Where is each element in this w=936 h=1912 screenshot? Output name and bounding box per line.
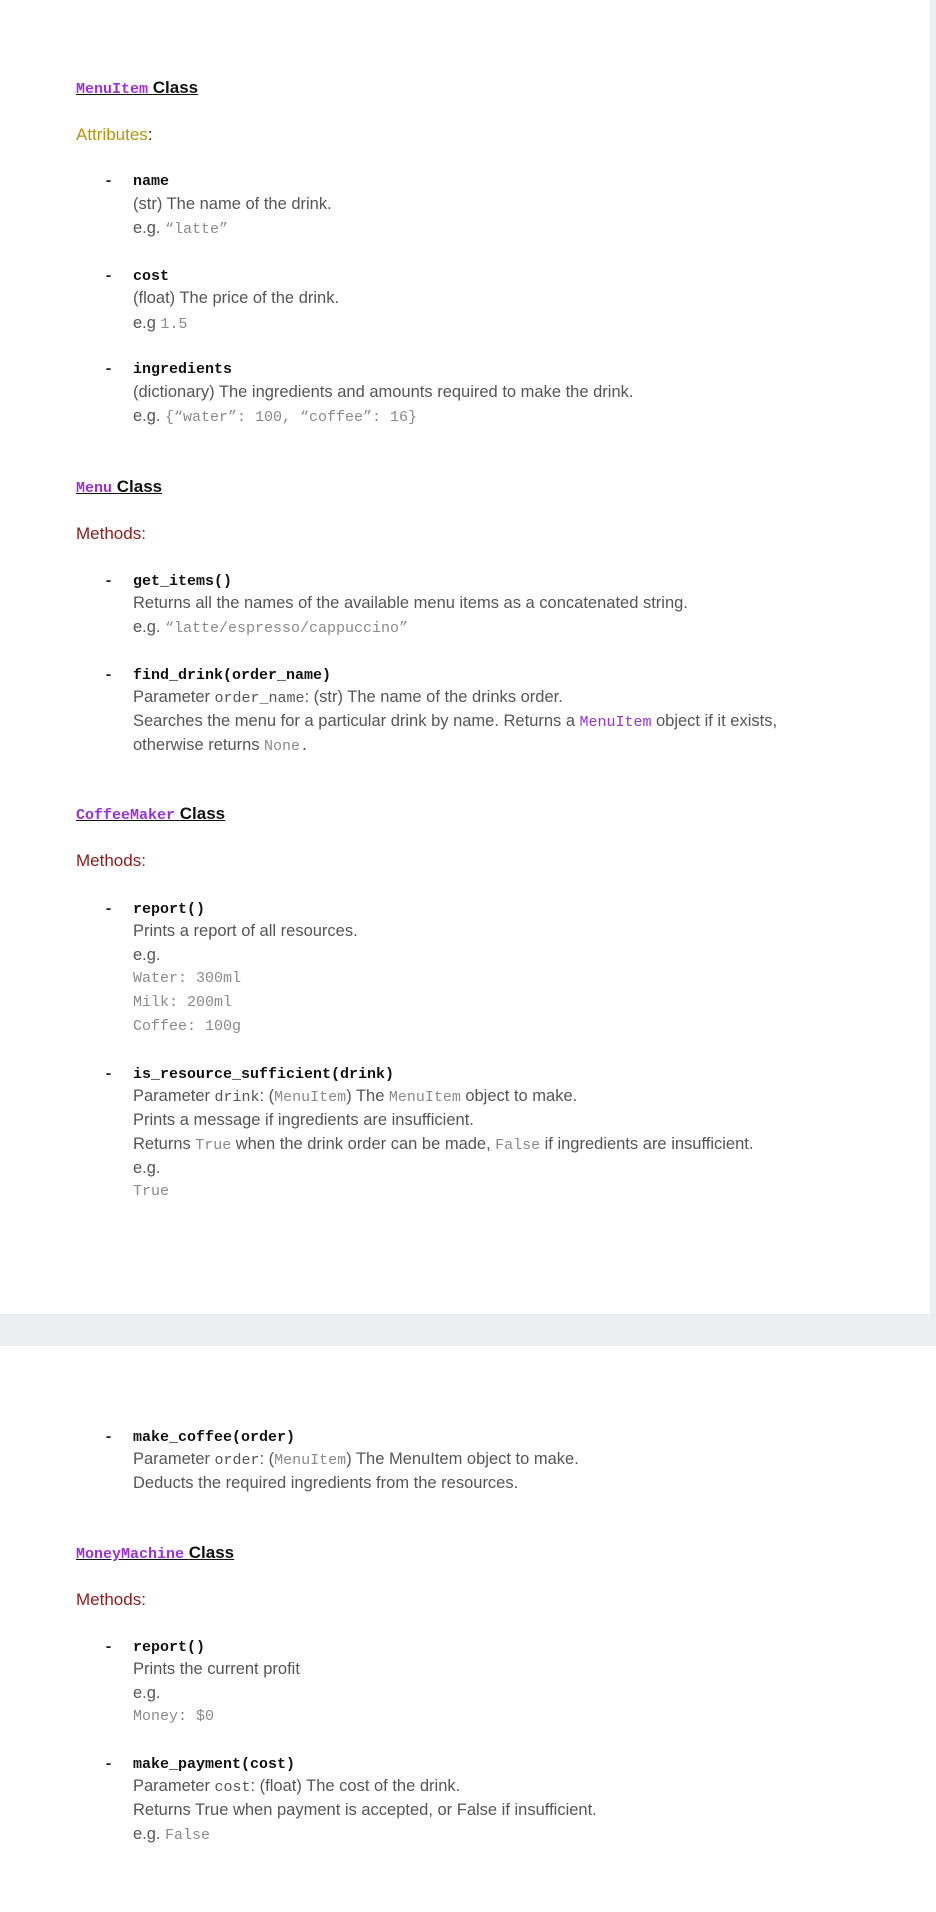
attribute-desc: (str) The name of the drink. bbox=[133, 195, 332, 213]
method-desc: Returns True when payment is accepted, or False if insufficient. bbox=[133, 1801, 597, 1819]
param-text: ) The bbox=[346, 1087, 385, 1105]
desc-period: . bbox=[300, 738, 310, 755]
param-type: MenuItem bbox=[274, 1452, 347, 1469]
param-prefix: Parameter bbox=[133, 1087, 211, 1105]
param-code: drink bbox=[214, 1089, 260, 1106]
viewer-background-strip bbox=[930, 0, 936, 1314]
eg-code: “latte/espresso/cappuccino” bbox=[164, 620, 409, 637]
bullet-dash: - bbox=[104, 667, 114, 684]
bullet-dash: - bbox=[104, 361, 114, 378]
attribute-example bbox=[133, 219, 228, 238]
method-desc: Prints the current profit bbox=[133, 1660, 300, 1678]
param-text: ) The MenuItem object to make. bbox=[346, 1450, 579, 1468]
param-desc: : (str) The name of the drinks order. bbox=[304, 688, 563, 706]
moneymachine-class-heading bbox=[76, 1543, 234, 1563]
param-prefix: Parameter bbox=[133, 1777, 211, 1795]
class-name: Menu bbox=[76, 480, 113, 497]
class-name: MenuItem bbox=[76, 81, 149, 98]
eg-code: True bbox=[133, 1183, 170, 1200]
method-param bbox=[133, 688, 563, 707]
return-code: True bbox=[195, 1137, 232, 1154]
desc-text: Searches the menu for a particular drink by name. Returns a bbox=[133, 712, 576, 730]
eg-prefix: e.g. bbox=[133, 618, 161, 636]
method-name: is_resource_sufficient(drink) bbox=[133, 1066, 395, 1083]
bullet-dash: - bbox=[104, 901, 114, 918]
attributes-label-text: Attributes bbox=[76, 125, 148, 144]
page-break bbox=[0, 1314, 936, 1346]
method-desc: Deducts the required ingredients from the resources. bbox=[133, 1474, 519, 1492]
class-name: MoneyMachine bbox=[76, 1546, 185, 1563]
desc-text: Returns bbox=[133, 1135, 191, 1153]
method-desc-line bbox=[133, 712, 777, 731]
class-word: Class bbox=[179, 804, 226, 823]
param-code: cost bbox=[214, 1779, 251, 1796]
attribute-desc: (float) The price of the drink. bbox=[133, 289, 340, 307]
eg-code: 1.5 bbox=[160, 316, 188, 333]
attribute-example bbox=[133, 314, 187, 333]
class-word: Class bbox=[152, 78, 199, 97]
param-code: order bbox=[214, 1452, 260, 1469]
method-name: make_payment(cost) bbox=[133, 1756, 296, 1773]
method-example bbox=[133, 1825, 210, 1844]
method-example bbox=[133, 618, 408, 637]
eg-prefix: e.g. bbox=[133, 407, 161, 425]
return-code: False bbox=[495, 1137, 541, 1154]
return-code: None bbox=[264, 738, 301, 755]
method-name: make_coffee(order) bbox=[133, 1429, 296, 1446]
eg-prefix: e.g. bbox=[133, 1684, 161, 1702]
param-text: : ( bbox=[259, 1450, 275, 1468]
param-text: object to make. bbox=[465, 1087, 578, 1105]
methods-label: Methods: bbox=[76, 851, 146, 870]
attribute-name: cost bbox=[133, 268, 170, 285]
param-prefix: Parameter bbox=[133, 1450, 211, 1468]
bullet-dash: - bbox=[104, 1756, 114, 1773]
desc-text: object if it exists, bbox=[655, 712, 778, 730]
method-name: report() bbox=[133, 1639, 206, 1656]
attribute-name: name bbox=[133, 173, 170, 190]
method-param bbox=[133, 1450, 579, 1469]
class-name: CoffeeMaker bbox=[76, 807, 176, 824]
bullet-dash: - bbox=[104, 1429, 114, 1446]
bullet-dash: - bbox=[104, 1066, 114, 1083]
eg-prefix: e.g. bbox=[133, 1159, 161, 1177]
method-desc-line bbox=[133, 736, 309, 755]
eg-code: False bbox=[164, 1827, 210, 1844]
bullet-dash: - bbox=[104, 573, 114, 590]
coffeemaker-class-heading bbox=[76, 804, 225, 824]
report-line: Water: 300ml bbox=[133, 970, 242, 987]
report-line: Coffee: 100g bbox=[133, 1018, 242, 1035]
attribute-name: ingredients bbox=[133, 361, 233, 378]
attribute-desc: (dictionary) The ingredients and amounts required to make the drink. bbox=[133, 383, 634, 401]
method-desc: Returns all the names of the available menu items as a concatenated string. bbox=[133, 594, 688, 612]
param-text: : ( bbox=[259, 1087, 275, 1105]
desc-text: if ingredients are insufficient. bbox=[544, 1135, 754, 1153]
class-word: Class bbox=[188, 1543, 235, 1562]
method-desc: Prints a report of all resources. bbox=[133, 922, 358, 940]
eg-code: {“water”: 100, “coffee”: 16} bbox=[164, 409, 418, 426]
eg-prefix: e.g. bbox=[133, 946, 161, 964]
eg-code: “latte” bbox=[164, 221, 228, 238]
eg-prefix: e.g. bbox=[133, 219, 161, 237]
class-reference: MenuItem bbox=[579, 714, 652, 731]
eg-prefix: e.g. bbox=[133, 1825, 161, 1843]
desc-text: otherwise returns bbox=[133, 736, 260, 754]
attributes-label bbox=[76, 125, 153, 145]
param-desc: : (float) The cost of the drink. bbox=[250, 1777, 461, 1795]
method-name: get_items() bbox=[133, 573, 233, 590]
attribute-example bbox=[133, 407, 417, 426]
report-line: Milk: 200ml bbox=[133, 994, 233, 1011]
menu-class-heading bbox=[76, 477, 162, 497]
desc-text: when the drink order can be made, bbox=[235, 1135, 491, 1153]
methods-label: Methods: bbox=[76, 524, 146, 543]
attributes-label-colon: : bbox=[147, 125, 153, 144]
bullet-dash: - bbox=[104, 173, 114, 190]
bullet-dash: - bbox=[104, 1639, 114, 1656]
method-desc-line bbox=[133, 1135, 753, 1154]
method-desc: Prints a message if ingredients are insufficient. bbox=[133, 1111, 474, 1129]
param-type: MenuItem bbox=[274, 1089, 347, 1106]
eg-prefix: e.g bbox=[133, 314, 156, 332]
menuitem-class-heading bbox=[76, 78, 198, 98]
method-name: find_drink(order_name) bbox=[133, 667, 332, 684]
param-prefix: Parameter bbox=[133, 688, 211, 706]
class-word: Class bbox=[116, 477, 163, 496]
eg-code: Money: $0 bbox=[133, 1708, 215, 1725]
param-code: order_name bbox=[214, 690, 305, 707]
param-type: MenuItem bbox=[388, 1089, 461, 1106]
method-param bbox=[133, 1087, 577, 1106]
methods-label: Methods: bbox=[76, 1590, 146, 1609]
bullet-dash: - bbox=[104, 268, 114, 285]
method-name: report() bbox=[133, 901, 206, 918]
method-param bbox=[133, 1777, 460, 1796]
